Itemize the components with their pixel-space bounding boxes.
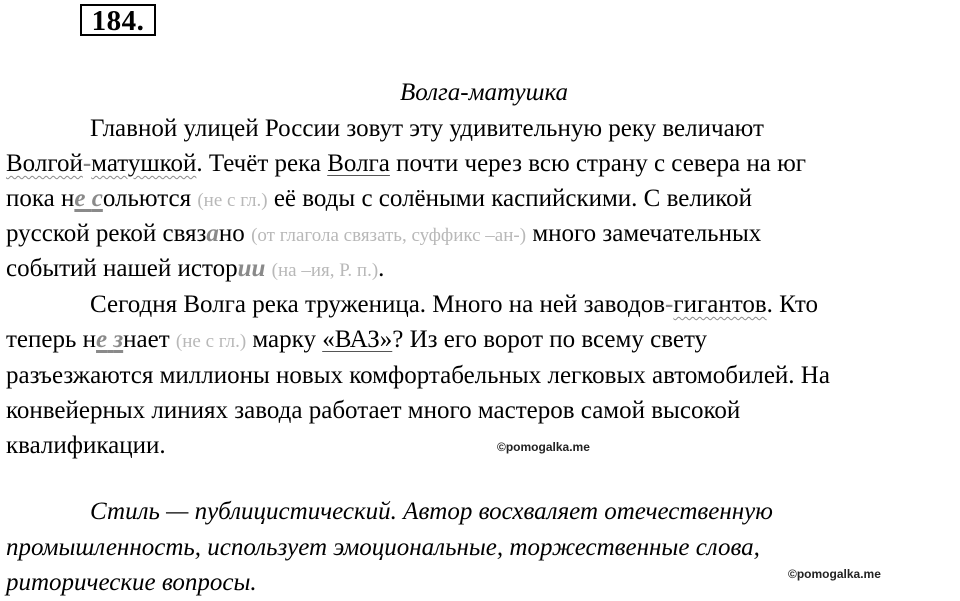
highlight-letter: з xyxy=(113,326,124,353)
hyphen-mark: - xyxy=(665,291,674,318)
word-volga: Волга xyxy=(327,150,390,177)
paragraph2-line5 xyxy=(6,431,166,461)
text-fragment: . xyxy=(378,255,385,282)
exercise-number: 184. xyxy=(80,4,156,36)
watermark: ©pomogalka.me xyxy=(788,567,881,581)
word-gigantov: гигантов xyxy=(673,291,767,318)
paragraph1-line3 xyxy=(6,184,752,216)
highlight-letters: ии xyxy=(237,255,266,282)
conclusion-line3 xyxy=(6,568,257,598)
text-fragment: конвейерных линиях завода работает много мастеров самой высокой xyxy=(6,397,741,424)
hyphen-mark: - xyxy=(82,150,92,177)
word-volgoy: Волгой xyxy=(6,150,83,177)
text-fragment: теперь н xyxy=(6,326,97,353)
word-vaz: «ВАЗ» xyxy=(322,326,393,353)
text-fragment: . Течёт река xyxy=(196,150,328,177)
highlight-letter: е xyxy=(96,326,108,353)
text-fragment: много замечательных xyxy=(526,220,762,247)
text-fragment: русской рекой связ xyxy=(6,220,207,247)
paragraph1-line2 xyxy=(6,149,806,179)
paragraph2-line1 xyxy=(90,290,818,320)
paragraph2-line2 xyxy=(6,325,707,357)
text-fragment: . Кто xyxy=(766,291,818,318)
grammar-note: (на –ия, Р. п.) xyxy=(271,260,379,281)
highlight-letter: е xyxy=(74,185,86,212)
paragraph1-line4 xyxy=(6,219,761,251)
text-fragment: но xyxy=(218,220,252,247)
text-fragment: Сегодня Волга река труженица. Много на ней заводов xyxy=(90,291,666,318)
paragraph2-line3 xyxy=(6,361,830,391)
grammar-note: (не с гл.) xyxy=(197,190,268,211)
text-fragment: ? Из его ворот по всему свету xyxy=(392,326,708,353)
word-matushkoy: матушкой xyxy=(91,150,197,177)
conclusion-line2 xyxy=(6,533,760,563)
text-title: Волга-матушка xyxy=(399,79,569,106)
text-fragment: почти через всю страну с севера на юг xyxy=(389,150,807,177)
text-fragment: Главной улицей России зовут эту удивительную реку величают xyxy=(90,115,764,142)
text-fragment: ольются xyxy=(102,185,198,212)
text-fragment: нает xyxy=(123,326,176,353)
watermark: ©pomogalka.me xyxy=(497,440,590,454)
text-fragment: промышленность, использует эмоциональные, торжественные слова, xyxy=(6,534,760,561)
text-fragment: её воды с солёными каспийскими. С великой xyxy=(267,185,752,212)
paragraph1-line1 xyxy=(90,114,764,144)
text-fragment: марку xyxy=(246,326,323,353)
paragraph1-line5 xyxy=(6,254,384,286)
text-fragment: квалификации. xyxy=(6,432,166,459)
grammar-note: (не с гл.) xyxy=(175,331,247,352)
text-fragment: событий нашей истор xyxy=(6,255,238,282)
text-fragment: Стиль — публицистический. Автор восхваляет отечественную xyxy=(90,498,773,525)
conclusion-line1 xyxy=(90,497,773,527)
paragraph2-line4 xyxy=(6,396,740,426)
text-fragment: риторические вопросы. xyxy=(6,569,257,596)
text-fragment: пока н xyxy=(6,185,75,212)
grammar-note: (от глагола связать, суффикс –ан-) xyxy=(251,225,527,246)
highlight-letter: а xyxy=(206,220,219,247)
text-fragment: разъезжаются миллионы новых комфортабельных легковых автомобилей. На xyxy=(6,362,830,389)
highlight-letter: с xyxy=(91,185,103,212)
